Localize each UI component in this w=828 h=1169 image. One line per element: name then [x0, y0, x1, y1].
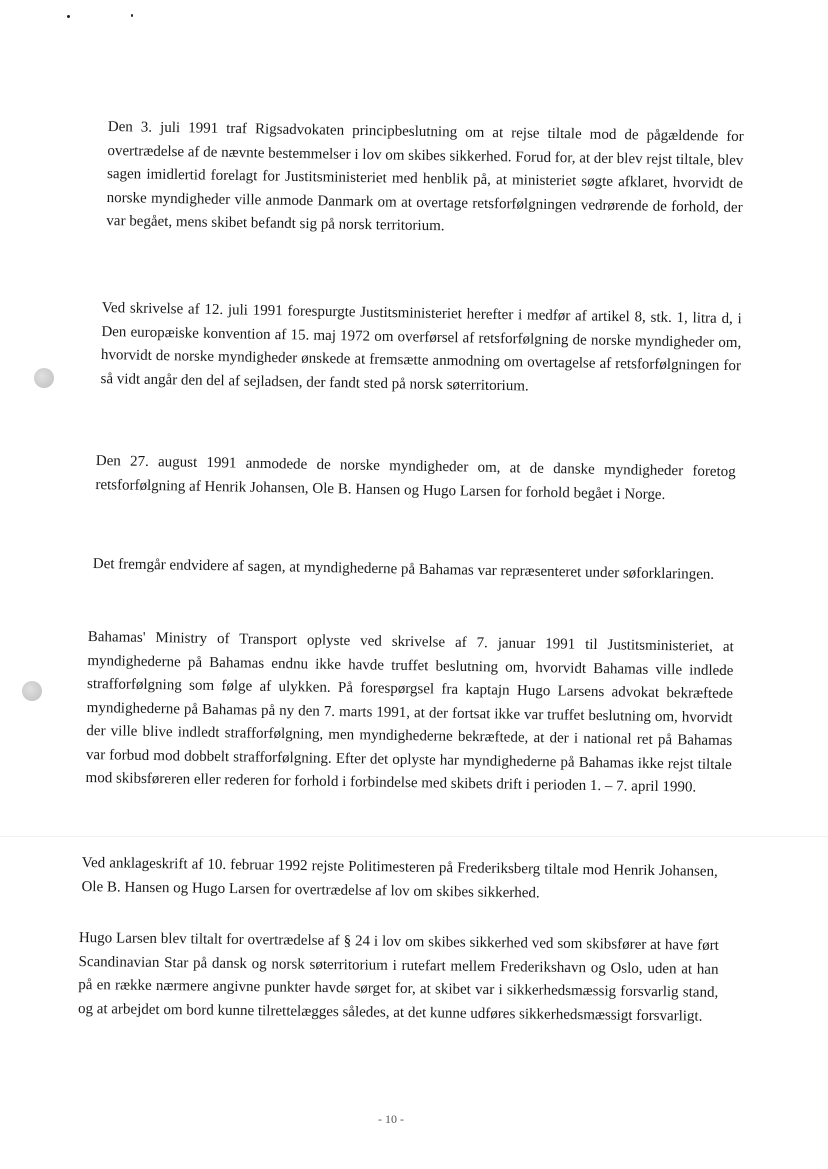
paragraph-bahamas-represented: Det fremgår endvidere af sagen, at myndighederne på Bahamas var repræsenteret under søforklaringen. [92, 555, 715, 583]
scan-artifact-line [0, 836, 828, 837]
scan-speck [131, 14, 133, 17]
page-number: - 10 - [378, 1112, 404, 1126]
paragraph-rigsadvokat-decision: Den 3. juli 1991 traf Rigsadvokaten principbeslutning om at rejse tiltale mod de pågældende for overtrædelse af de nævnte bestemmelser i lov om skibes sikkerhed. Forud for, at der blev rejst tiltale, blev sagen imidlertid forelagt for Justitsministeriet med henblik på, at ministeriet søgte afklaret, hvorvidt de norske myndigheder ville anmode Danmark om at overtage retsforfølgningen vedrørende de forhold, der var begået, mens skibet befandt sig på norsk territorium. [106, 118, 744, 235]
punch-hole [22, 681, 42, 701]
paragraph-ministry-inquiry: Ved skrivelse af 12. juli 1991 forespurgte Justitsministeriet herefter i medfør af artikel 8, stk. 1, litra d, i Den europæiske konvention af 15. maj 1972 om overførsel af retsforfølgning de norske myndigheder om, hvorvidt de norske myndigheder ønskede at fremsætte anmodning om overtagelse af retsforfølgningen for så vidt angår den del af sejladsen, der fandt sted på norsk søterritorium. [100, 299, 742, 394]
scan-speck [67, 15, 70, 18]
paragraph-norway-request: Den 27. august 1991 anmodede de norske myndigheder om, at de danske myndigheder foretog retsforfølgning af Henrik Johansen, Ole B. Hansen og Hugo Larsen for forhold begået i Norge. [95, 452, 736, 503]
paragraph-indictment: Ved anklageskrift af 10. februar 1992 rejste Politimesteren på Frederiksberg tiltale mod Henrik Johansen, Ole B. Hansen og Hugo Larsen for overtrædelse af lov om skibes sikkerhed. [81, 854, 718, 901]
paragraph-bahamas-ministry: Bahamas' Ministry of Transport oplyste ved skrivelse af 7. januar 1991 til Justitsministeriet, at myndighederne på Bahamas endnu ikke havde truffet beslutning om, hvorvidt Bahamas ville indlede strafforfølgning som følge af ulykken. På forespørgsel fra kaptajn Hugo Larsens advokat bekræftede myndighederne på Bahamas på ny den 7. marts 1991, at der fortsat ikke var truffet beslutning om, hvorvidt der ville blive indledt strafforfølgning, men myndighederne bekræftede, at der i national ret på Bahamas var forbud mod dobbelt strafforfølgning. Efter det oplyste har myndighederne på Bahamas ikke rejst tiltale mod skibsføreren eller rederen for forhold i forbindelse med skibets drift i perioden 1. – 7. april 1990. [85, 628, 734, 796]
paragraph-hugo-larsen-charge: Hugo Larsen blev tiltalt for overtrædelse af § 24 i lov om skibes sikkerhed ved som skibsfører at have ført Scandinavian Star på dansk og norsk søterritorium i rutefart mellem Frederikshavn og Oslo, uden at han på en række nærmere angivne punkter havde sørget for, at skibet var i sikkerhedsmæssig forsvarlig stand, og at arbejdet om bord kunne tilrettelægges således, at det kunne udføres sikkerhedsmæssigt forsvarligt. [77, 929, 719, 1025]
punch-hole [34, 368, 54, 388]
